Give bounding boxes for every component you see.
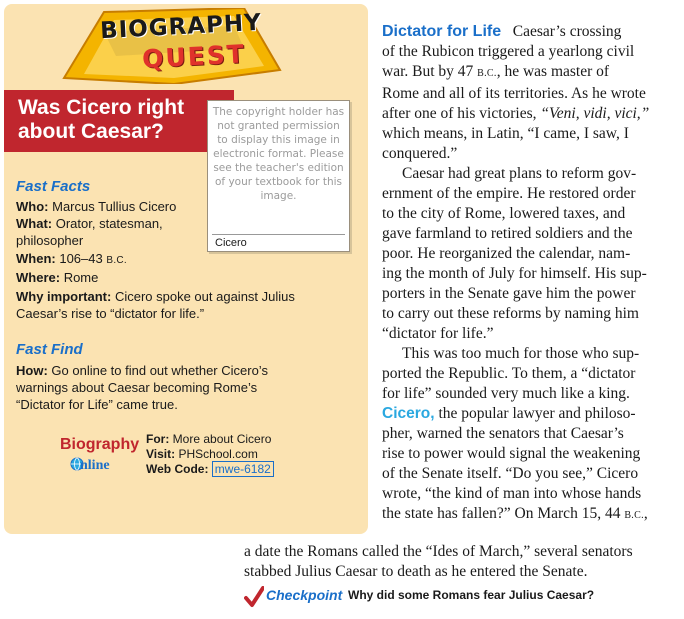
fast-find-heading: Fast Find xyxy=(16,341,83,358)
online-visit xyxy=(146,447,258,462)
who-label: Who: xyxy=(16,199,49,214)
for-value: More about Cicero xyxy=(172,432,272,446)
online-for xyxy=(146,432,271,447)
biography-quest-sidebar xyxy=(4,4,368,534)
fact-who xyxy=(16,198,176,215)
fact-where xyxy=(16,269,98,286)
checkpoint-question: Why did some Romans fear Julius Caesar? xyxy=(348,588,595,602)
who-value: Marcus Tullius Cicero xyxy=(52,199,177,214)
copyright-note: The copyright holder has not granted permission to display this image in electronic format. Please see the teacher's edition of your textbook for this image. xyxy=(212,106,345,202)
fact-when xyxy=(16,250,127,269)
online-web-code xyxy=(146,462,274,477)
fact-what xyxy=(16,215,163,232)
why-value: Cicero spoke out against Julius xyxy=(114,289,295,304)
what-value: Orator, statesman, xyxy=(55,216,163,231)
why-label: Why important: xyxy=(16,289,112,304)
find-how xyxy=(16,362,268,379)
fact-what-cont: philosopher xyxy=(16,233,84,248)
when-era: B.C. xyxy=(106,255,128,266)
fast-facts-heading: Fast Facts xyxy=(16,178,91,195)
paragraph-ides-of-march: a date the Romans called the “Ides of March,” several senators stabbed Julius Caesar to death as he entered the Senate. xyxy=(244,543,633,580)
cicero-highlight: Cicero, xyxy=(382,405,435,422)
section-heading: Dictator for Life xyxy=(382,23,502,40)
when-label: When: xyxy=(16,251,56,266)
visit-label: Visit: xyxy=(146,447,176,461)
find-how-cont-1: warnings about Caesar becoming Rome’s xyxy=(16,380,258,395)
cicero-photo-placeholder xyxy=(207,100,350,252)
web-code-label: Web Code: xyxy=(146,462,209,476)
banner-word-quest: QUEST xyxy=(141,39,247,74)
for-label: For: xyxy=(146,432,170,446)
paragraph-cicero: This was too much for those who sup- ported the Republic. To them, a “dictator for life” sounded very much like a king. Cicero, the popular lawyer and philoso- pher, warned the senators that Caesar’s rise to power would signal the weakening of the Senate itself. “Do you see,” Cicero wrote, “the kind of man into whose hands the state has fallen?” On March 15, 44 B.C., xyxy=(382,345,648,522)
fact-why xyxy=(16,288,295,305)
what-label: What: xyxy=(16,216,53,231)
visit-value[interactable]: PHSchool.com xyxy=(178,447,258,461)
when-value: 106–43 xyxy=(59,251,103,266)
web-code-link[interactable]: mwe-6182 xyxy=(212,461,274,477)
caption-divider xyxy=(212,234,345,235)
how-value: Go online to find out whether Cicero’s xyxy=(51,363,268,378)
biography-quest-banner xyxy=(44,8,294,84)
where-label: Where: xyxy=(16,270,61,285)
how-label: How: xyxy=(16,363,48,378)
latin-quote: “Veni, vidi, vici,” xyxy=(540,105,650,122)
fact-why-cont: Caesar’s rise to “dictator for life.” xyxy=(16,306,205,321)
paragraph-dictator: Dictator for Life Caesar’s crossing of the Rubicon triggered a yearlong civil war. But by 47 B.C., he was master of Rome and all of its territories. As he wrote after one of his victories, “Veni, vidi, vici,” which means, in Latin, “I came, I saw, I conquered.” xyxy=(382,23,650,162)
logo-word-online: nline xyxy=(80,458,110,473)
logo-word-biography: Biography xyxy=(60,436,140,453)
banner-word-biography: BIOGRAPHY xyxy=(99,9,263,45)
main-column xyxy=(382,22,668,526)
biography-online-logo xyxy=(60,436,144,486)
sidebar-title: Was Cicero right about Caesar? xyxy=(18,96,185,143)
checkpoint xyxy=(244,586,644,610)
checkpoint-label: Checkpoint xyxy=(266,587,343,603)
where-value: Rome xyxy=(63,270,99,285)
photo-caption: Cicero xyxy=(215,237,247,249)
find-how-cont-2: “Dictator for Life” came true. xyxy=(16,397,178,412)
checkmark-icon xyxy=(244,586,264,608)
paragraph-reforms: Caesar had great plans to reform gov- ernment of the empire. He restored order to the city of Rome, lowered taxes, and gave farmland to retired soldiers and the poor. He reorganized the calendar, nam- ing the month of July for himself. His sup- porters in the Senate gave him the power to carry out these reforms by naming him “dictator for life.” xyxy=(382,165,647,342)
